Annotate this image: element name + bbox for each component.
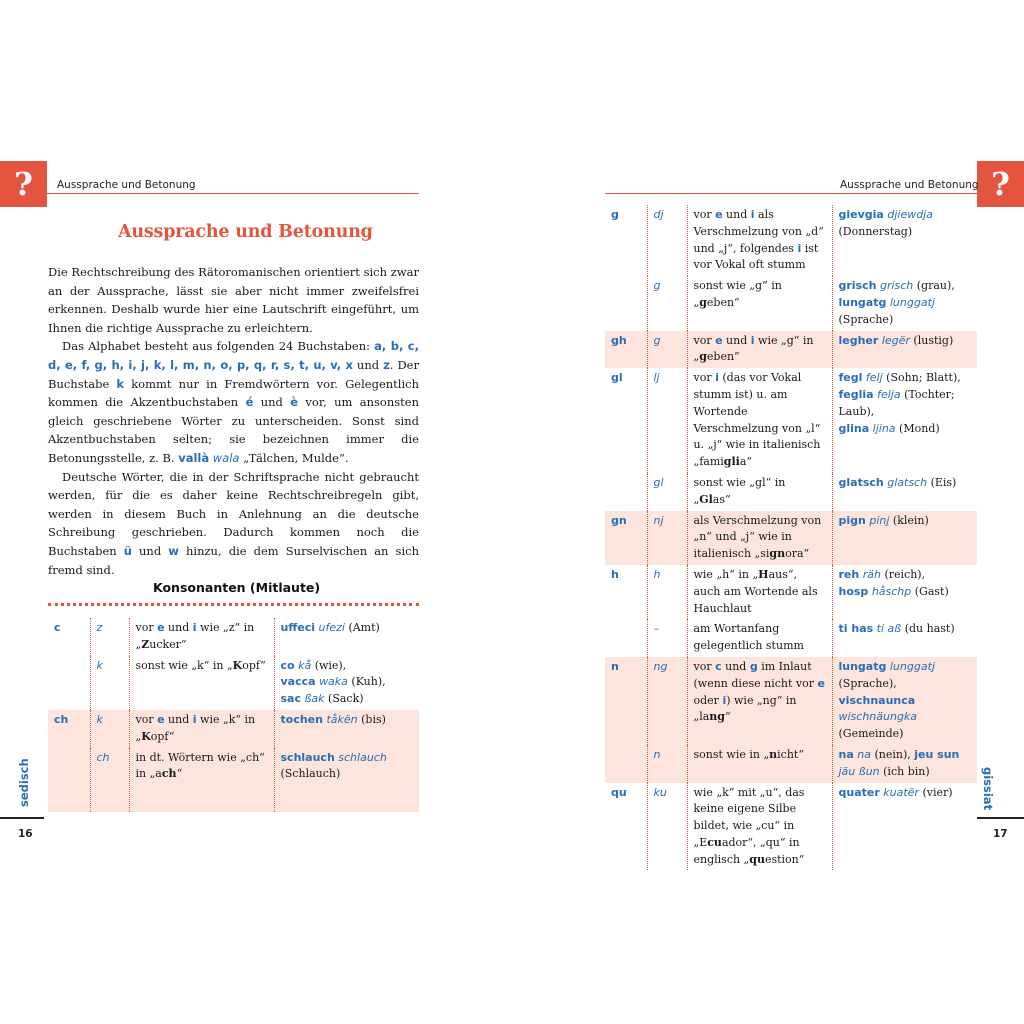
table-row: h h wie „h“ in „Haus“, auch am Wortende als Hauchlaut reh räh (reich), hosp håschp (Gast) xyxy=(605,565,977,619)
table-row: g sonst wie „g“ in „geben“ grisch grisch (grau), lungatg lunggatj (Sprache) xyxy=(605,276,977,330)
intro-paragraph-3: Deutsche Wörter, die in der Schriftsprache nicht gebraucht werden, für die es daher keine Rechtschreibregeln gibt, werden in diesem Buch in Anlehnung an die deutsche Schreibung geschrieben. Dadurch kommen noch die Buchstaben ü und w hinzu, die dem Surselvischen an sich fremd sind. xyxy=(48,469,419,577)
side-label-left: sedisch xyxy=(17,758,31,807)
table-row: gl sonst wie „gl“ in „Glas“ glatsch glatsch (Eis) xyxy=(605,473,977,511)
folio-rule-right xyxy=(977,817,1024,819)
table-row: – am Wortanfang gelegentlich stumm ti has ti aß (du hast) xyxy=(605,619,977,657)
table-row: qu ku wie „k“ mit „u“, das keine eigene Silbe bildet, wie „cu“ in „Ecuador“, „qu“ in englisch „question“ quater kuatër (vier) xyxy=(605,783,977,871)
page-number-right: 17 xyxy=(993,828,1008,840)
table-row: c z vor e und i wie „z“ in „Zucker“ uffeci ufezi (Amt) xyxy=(48,618,419,656)
side-label-right: gissiat xyxy=(981,767,995,811)
table-row: ch in dt. Wörtern wie „ch“ in „ach“ schlauch schlauch (Schlauch) xyxy=(48,748,419,812)
table-row: g dj vor e und i als Verschmelzung von „d“ und „j“, folgendes i ist vor Vokal oft stumm gievgia djiewdja (Donnerstag) xyxy=(605,205,977,276)
table-row: k sonst wie „k“ in „Kopf“ co kå (wie), vacca waka (Kuh), sac ßak (Sack) xyxy=(48,656,419,710)
running-header: Aussprache und Betonung xyxy=(840,179,979,191)
table-row: gh g vor e und i wie „g“ in „geben“ legher legër (lustig) xyxy=(605,331,977,369)
intro-paragraph-2: Das Alphabet besteht aus folgenden 24 Buchstaben: a, b, c, d, e, f, g, h, i, j, k, l, m, n, o, p, q, r, s, t, u, v, x und z. Der Buchstabe k kommt nur in Fremdwörtern vor. Gelegentlich kommen die Akzentbuchstaben é und è vor, um ansonsten gleich geschriebene Wörter zu unterscheiden. Sonst sind Akzentbuchstaben selten; sie bezeichnen immer die Betonungsstelle, z. B. vallà wala „Tälchen, Mulde“. xyxy=(48,339,419,465)
table-row: gn nj als Verschmelzung von „n“ und „j“ wie in italienisch „signora“ pign pinj (klein) xyxy=(605,511,977,565)
folio-rule-left xyxy=(0,817,44,819)
header-rule xyxy=(605,193,977,194)
consonant-table-left xyxy=(48,618,419,812)
question-mark-icon: ? xyxy=(0,161,47,207)
page-number-left: 16 xyxy=(18,828,33,840)
table-row: gl lj vor i (das vor Vokal stumm ist) u. am Wortende Verschmelzung von „l“ u. „j“ wie in italienisch „famiglia“ fegl felj (Sohn; Blatt), feglia felja (Tochter; Laub), glina ljina (Mond) xyxy=(605,368,977,473)
right-page xyxy=(512,0,1024,1024)
table-top-divider xyxy=(48,603,419,606)
page-title: Aussprache und Betonung xyxy=(118,222,373,242)
table-row: n sonst wie in „nicht“ na na (nein), jeu sun jäu ßun (ich bin) xyxy=(605,745,977,783)
header-rule xyxy=(47,193,419,194)
consonant-table-right xyxy=(605,205,977,870)
intro-text xyxy=(48,263,419,579)
running-header: Aussprache und Betonung xyxy=(57,179,196,191)
table-row: n ng vor c und g im Inlaut (wenn diese nicht vor e oder i) wie „ng“ in „lang“ lungatg lunggatj (Sprache), vischnaunca wischnäungka (Gemeinde) xyxy=(605,657,977,745)
table-row: ch k vor e und i wie „k“ in „Kopf“ tochen tåkën (bis) xyxy=(48,710,419,748)
question-mark-icon: ? xyxy=(977,161,1024,207)
intro-paragraph-1: Die Rechtschreibung des Rätoromanischen orientiert sich zwar an der Aussprache, lässt sie aber nicht immer zweifelsfrei erkennen. Deshalb wurde hier eine Lautschrift eingeführt, um Ihnen die richtige Aussprache zu erleichtern. xyxy=(48,265,419,335)
table-heading: Konsonanten (Mitlaute) xyxy=(153,580,321,595)
